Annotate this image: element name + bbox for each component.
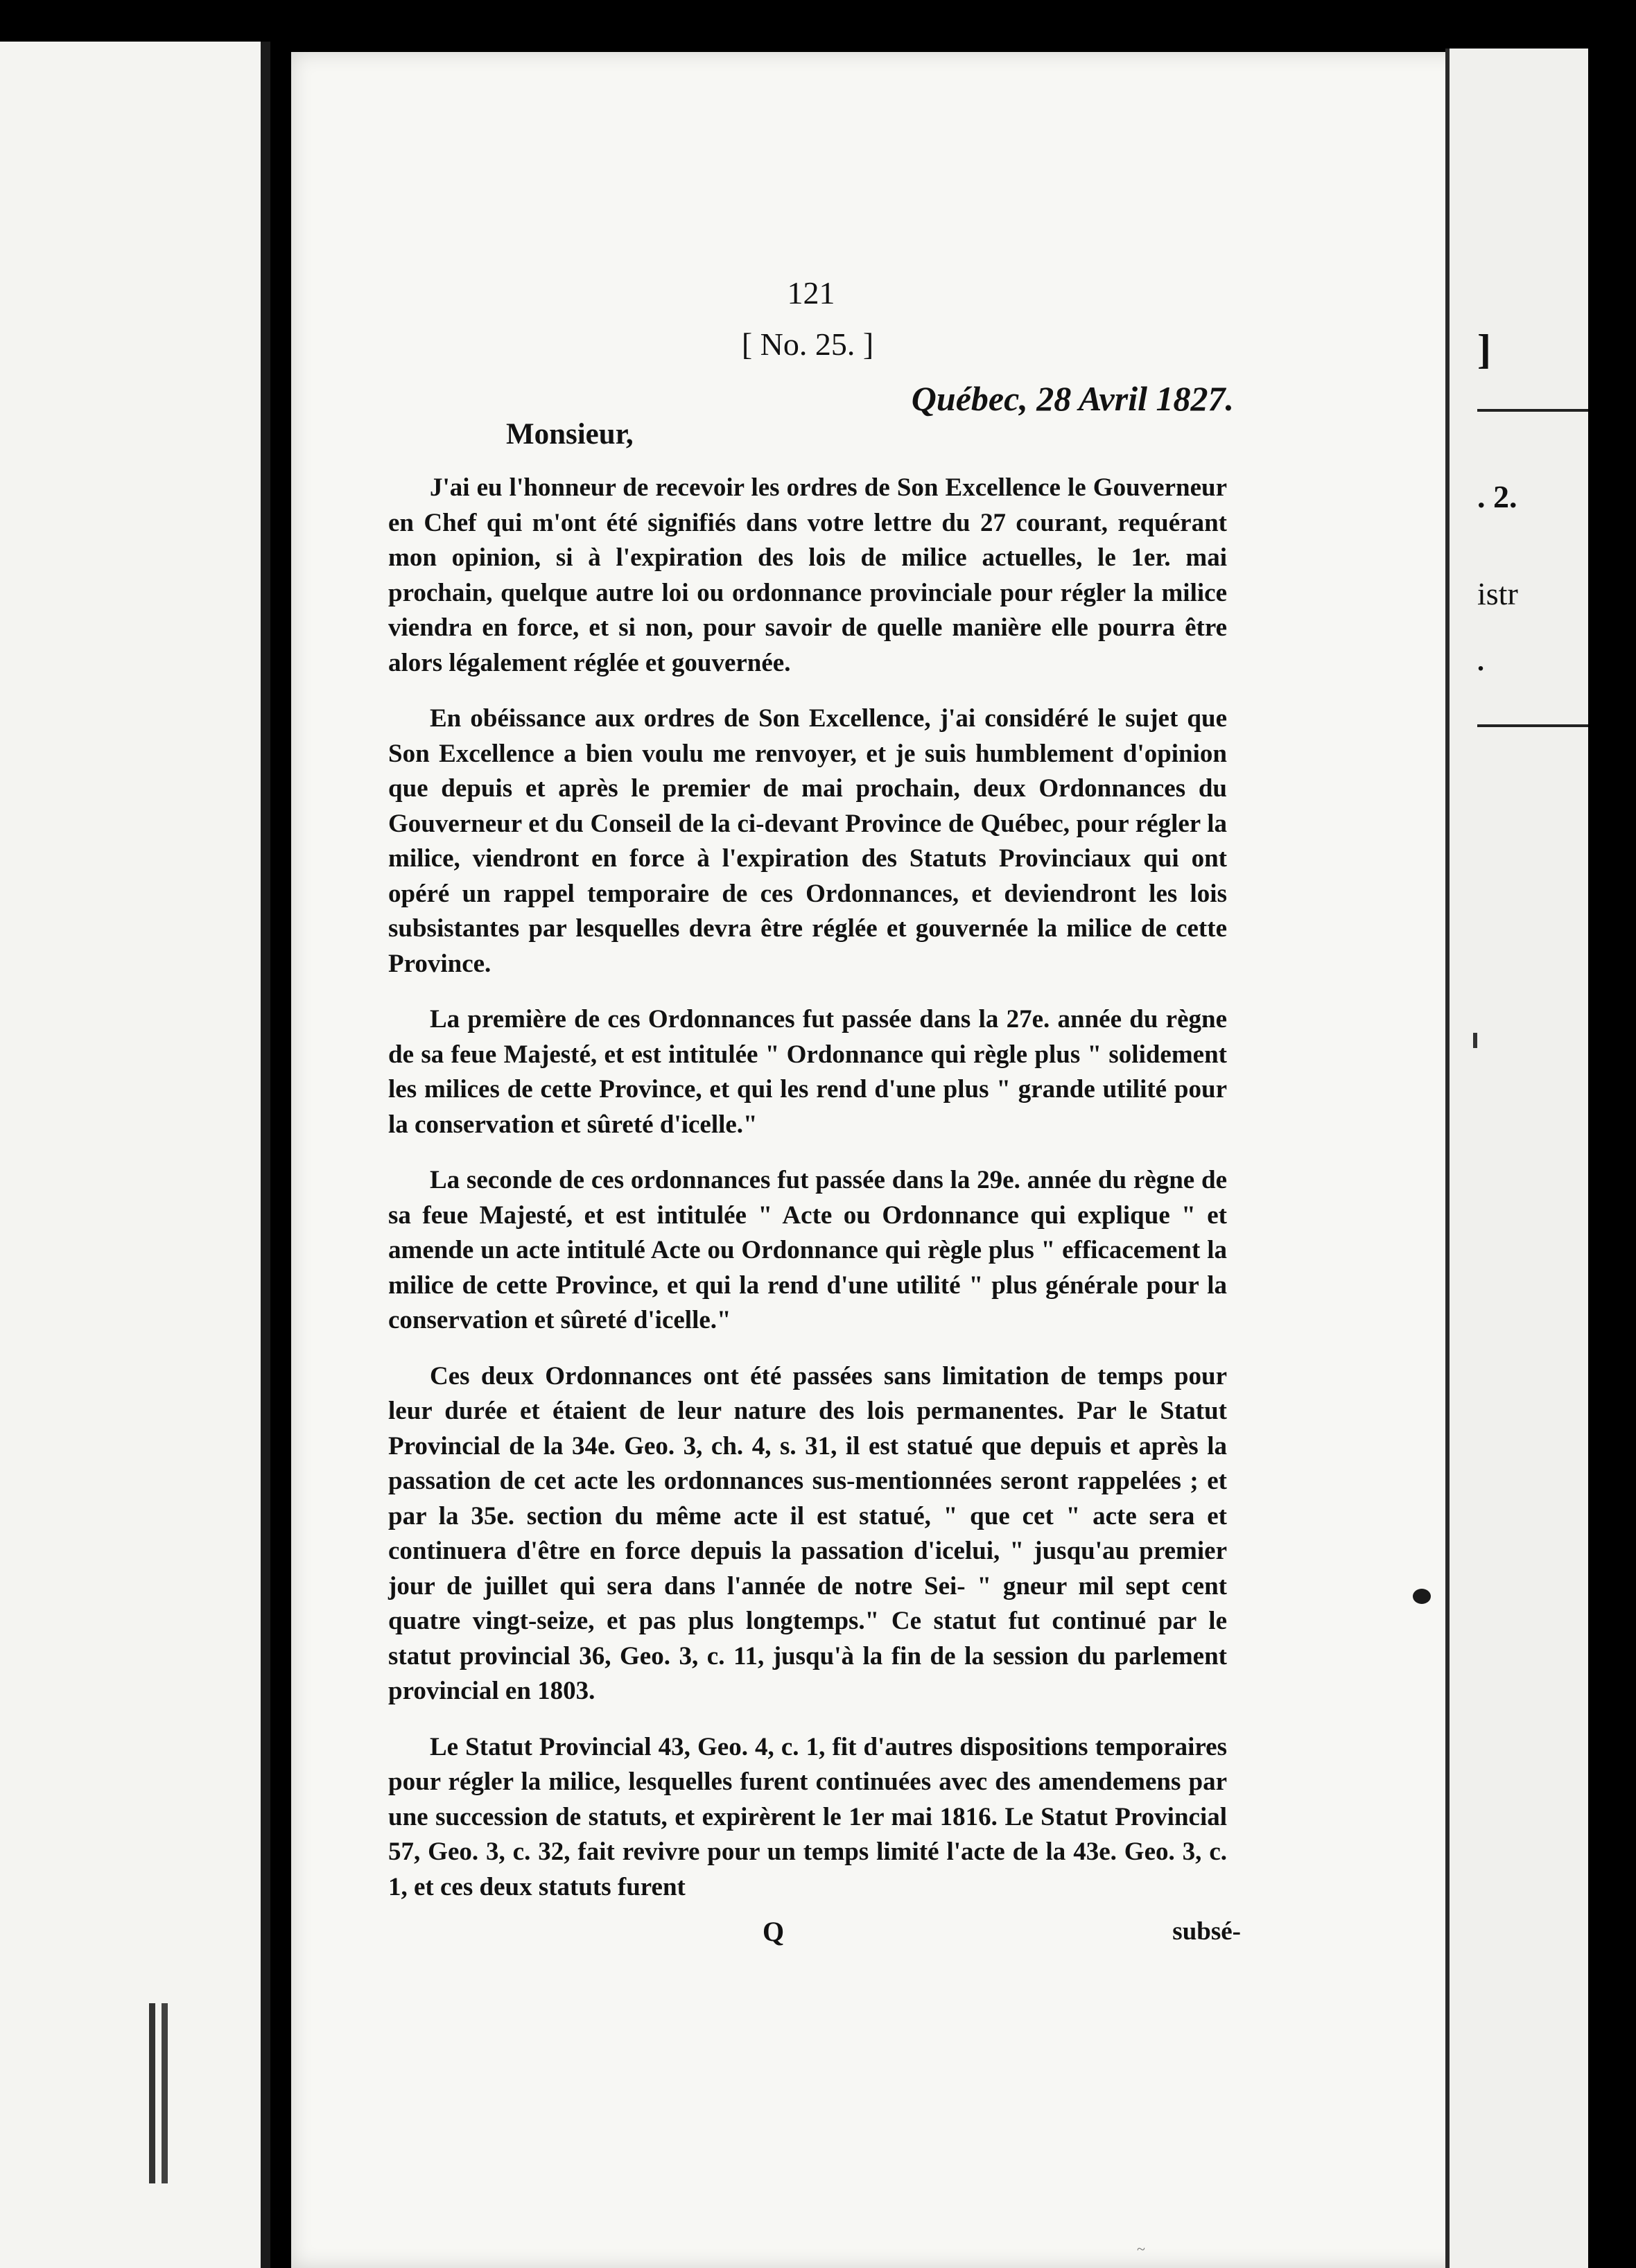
catchword: subsé-: [1172, 1917, 1241, 1946]
paragraph-2: En obéissance aux ordres de Son Excellence, j'ai considéré le sujet que Son Excellence a bien voulu me renvoyer, et je suis humblement d'opinion que depuis et après le premier de mai prochain, deux Ordonnances du Gouverneur et du Conseil de la ci-devant Province de Québec, pour régler la milice, viendront en force à l'expiration des Statuts Provinciaux qui ont opéré un rappel temporaire de ces Ordonnances, et deviendront les lois subsistantes par lesquelles devra être réglée et gouvernée la milice de cette Province.: [388, 704, 1227, 978]
right-page-fragment: istr: [1477, 576, 1518, 611]
paragraph-3: La première de ces Ordonnances fut passée dans la 27e. année du règne de sa feue Majesté, et est intitulée " Ordonnance qui règle plus " solidement les milices de cette Province, et qui les rend d'une plus " grande utilité pour la conservation et sûreté d'icelle.": [388, 1005, 1227, 1139]
right-page-fragment: .: [1477, 645, 1484, 677]
right-page-rule: [1477, 724, 1588, 727]
bottom-ink-mark: ~: [1137, 2240, 1145, 2258]
left-adjacent-page: [0, 42, 270, 2268]
document-text: [388, 274, 1241, 1953]
salutation: Monsieur,: [506, 418, 634, 451]
page-footer: [388, 1914, 1241, 1953]
paragraph-1: J'ai eu l'honneur de recevoir les ordres de Son Excellence le Gouverneur en Chef qui m'ont été signifiés dans votre lettre du 27 courant, requérant mon opinion, si à l'expiration des lois de milice actuelles, le 1er. mai prochain, quelque autre loi ou ordonnance provinciale pour régler la milice viendra en force, et si non, pour savoir de quelle manière elle pourra être alors légalement réglée et gouvernée.: [388, 473, 1227, 677]
dateline: Québec, 28 Avril 1827.: [911, 379, 1234, 418]
page-number: 121: [787, 275, 835, 311]
right-page-fragment: ]: [1477, 326, 1491, 372]
paragraph-5: Ces deux Ordonnances ont été passées sans limitation de temps pour leur durée et étaient de leur nature des lois permanentes. Par le Statut Provincial de la 34e. Geo. 3, ch. 4, s. 31, il est statué que depuis et après la passation de cet acte les ordonnances sus-mentionnées seront rappelées ; et par la 35e. section du même acte il est statué, " que cet " acte sera et continuera d'être en force depuis la passation d'icelui, " jusqu'au premier jour de juillet qui sera dans l'année de notre Sei- " gneur mil sept cent quatre vingt-seize, et pas plus longtemps." Ce statut fut continué par le statut provincial 36, Geo. 3, c. 11, jusqu'à la fin de la session du parlement provincial en 1803.: [388, 1361, 1227, 1705]
signature-mark: Q: [763, 1916, 785, 1947]
margin-ink-tick: [1473, 1033, 1477, 1048]
document-number: [ No. 25. ]: [741, 326, 874, 362]
right-page-fragment: . 2.: [1477, 479, 1517, 514]
ink-smudge: [149, 2003, 170, 2183]
right-adjacent-page: [1445, 49, 1588, 2268]
paragraph-6: Le Statut Provincial 43, Geo. 4, c. 1, fit d'autres dispositions temporaires pour régler la milice, lesquelles furent continuées avec des amendemens par une succession de statuts, et expirèrent le 1er mai 1816. Le Statut Provincial 57, Geo. 3, c. 32, fait revivre pour un temps limité l'acte de la 43e. Geo. 3, c. 1, et ces deux statuts furent: [388, 1732, 1227, 1901]
margin-ink-dot: [1413, 1589, 1431, 1604]
paragraph-4: La seconde de ces ordonnances fut passée dans la 29e. année du règne de sa feue Majesté, et est intitulée " Acte ou Ordonnance qui explique " et amende un acte intitulé Acte ou Ordonnance qui règle plus " efficacement la milice de cette Province, et qui la rend d'une utilité " plus générale pour la conservation et sûreté d'icelle.": [388, 1166, 1227, 1334]
right-page-rule: [1477, 409, 1588, 412]
page-gutter: [261, 42, 270, 2268]
